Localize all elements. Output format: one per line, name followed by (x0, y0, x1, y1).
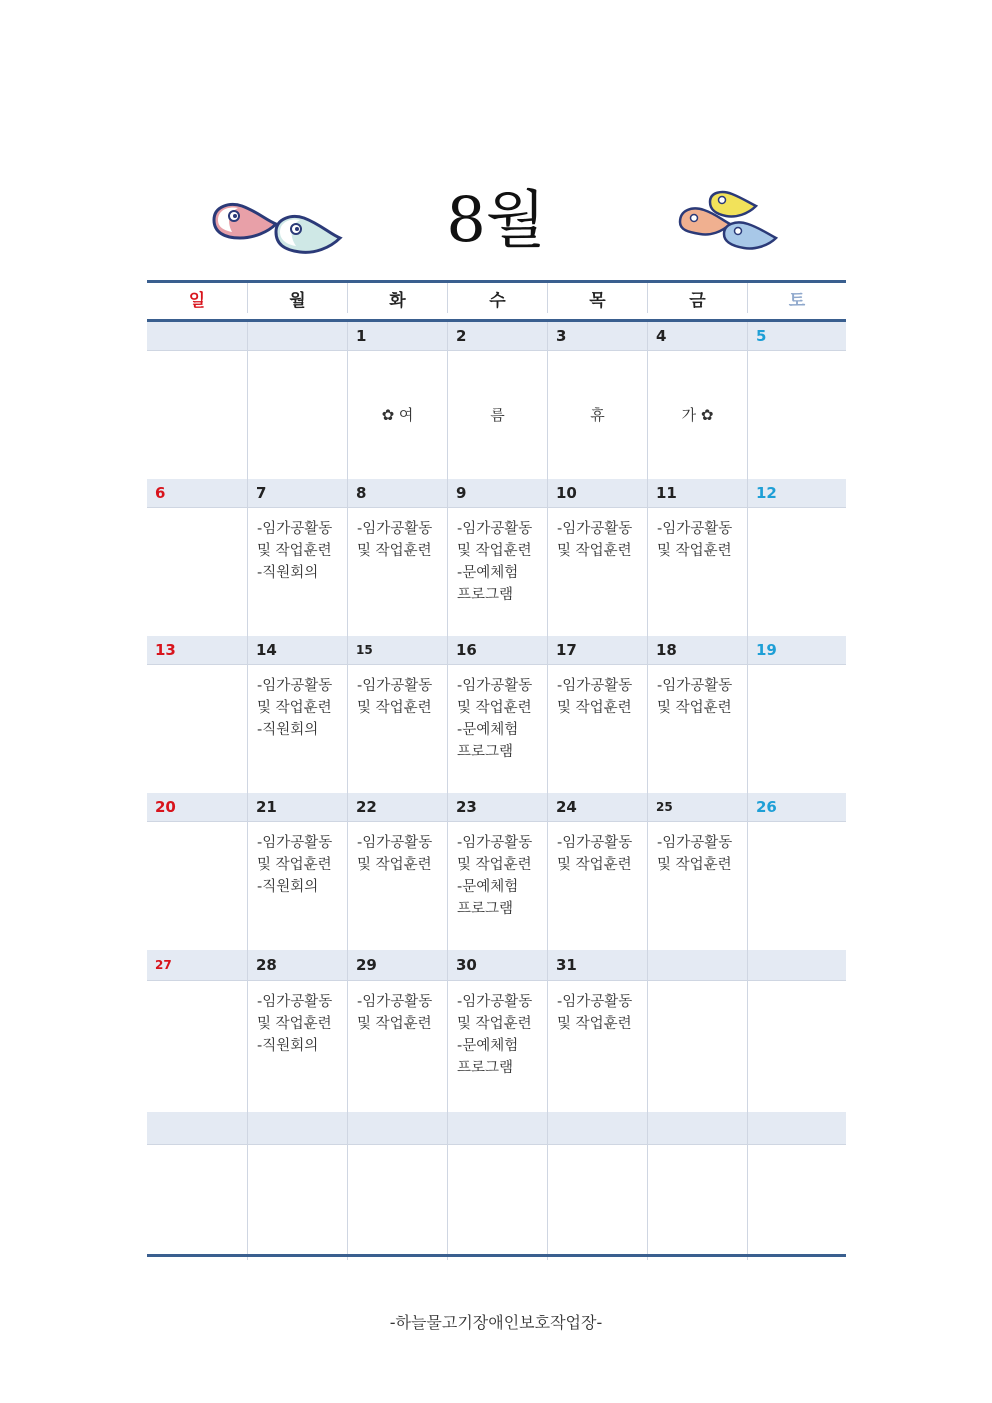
event-cell (647, 981, 747, 1112)
event-cell: -임가공활동 및 작업훈련 -문예체험 프로그램 (447, 508, 547, 636)
event-row (147, 351, 846, 479)
event-cell (747, 351, 846, 479)
date-cell (747, 1112, 846, 1145)
event-cell (147, 508, 247, 636)
event-cell (347, 351, 447, 479)
date-cell: 21 (247, 793, 347, 822)
event-row (147, 665, 846, 793)
date-cell: 19 (747, 636, 846, 665)
event-cell (747, 508, 846, 636)
fish-pair-left-icon (210, 198, 345, 258)
date-cell: 30 (447, 950, 547, 981)
event-cell (247, 1145, 347, 1260)
event-cell: -임가공활동 및 작업훈련 (347, 508, 447, 636)
date-cell: 5 (747, 322, 846, 351)
event-cell: -임가공활동 및 작업훈련 -직원회의 (247, 508, 347, 636)
vacation-text: 휴 (590, 406, 605, 424)
event-row (147, 822, 846, 950)
date-cell: 16 (447, 636, 547, 665)
event-cell (747, 981, 846, 1112)
event-cell (647, 1145, 747, 1260)
event-cell (447, 1145, 547, 1260)
event-cell: -임가공활동 및 작업훈련 -직원회의 (247, 822, 347, 950)
event-cell (247, 351, 347, 479)
event-row (147, 981, 846, 1112)
event-cell (447, 351, 547, 479)
date-cell (147, 322, 247, 351)
date-cell: 22 (347, 793, 447, 822)
vacation-text: 름 (490, 406, 505, 424)
event-cell (347, 1145, 447, 1260)
weekday-header: 월 (247, 283, 347, 313)
date-cell: 6 (147, 479, 247, 508)
date-cell (247, 1112, 347, 1145)
weekday-header: 목 (547, 283, 647, 313)
event-cell (747, 822, 846, 950)
event-cell (147, 665, 247, 793)
date-cell: 1 (347, 322, 447, 351)
event-cell (747, 1145, 846, 1260)
date-cell: 24 (547, 793, 647, 822)
event-cell: -임가공활동 및 작업훈련 -문예체험 프로그램 (447, 981, 547, 1112)
date-cell (647, 950, 747, 981)
date-row (147, 793, 846, 822)
event-cell (147, 822, 247, 950)
vacation-text: ✿ 여 (381, 406, 414, 424)
weekday-header: 화 (347, 283, 447, 313)
weekday-header: 토 (747, 283, 846, 313)
date-cell: 27 (147, 950, 247, 981)
date-cell: 4 (647, 322, 747, 351)
event-cell: -임가공활동 및 작업훈련 -문예체험 프로그램 (447, 822, 547, 950)
weekday-header-row (147, 280, 846, 322)
event-cell: -임가공활동 및 작업훈련 -직원회의 (247, 981, 347, 1112)
event-cell: -임가공활동 및 작업훈련 (347, 981, 447, 1112)
date-cell: 10 (547, 479, 647, 508)
date-cell: 26 (747, 793, 846, 822)
date-cell: 13 (147, 636, 247, 665)
event-cell: -임가공활동 및 작업훈련 (547, 508, 647, 636)
event-cell (547, 351, 647, 479)
date-cell: 28 (247, 950, 347, 981)
date-cell: 3 (547, 322, 647, 351)
date-cell: 8 (347, 479, 447, 508)
weekday-header: 금 (647, 283, 747, 313)
date-cell: 7 (247, 479, 347, 508)
event-cell (547, 1145, 647, 1260)
date-cell: 23 (447, 793, 547, 822)
weekday-header: 일 (188, 290, 206, 311)
date-cell: 18 (647, 636, 747, 665)
date-row (147, 636, 846, 665)
date-cell (547, 1112, 647, 1145)
event-cell: -임가공활동 및 작업훈련 (647, 822, 747, 950)
date-cell (647, 1112, 747, 1145)
event-cell (147, 981, 247, 1112)
event-cell (647, 351, 747, 479)
event-cell (147, 351, 247, 479)
event-cell: -임가공활동 및 작업훈련 (547, 665, 647, 793)
date-cell: 29 (347, 950, 447, 981)
calendar-grid (147, 280, 846, 1260)
fish-trio-right-icon (676, 188, 778, 254)
vacation-text: 가 ✿ (681, 406, 714, 424)
event-cell: -임가공활동 및 작업훈련 (547, 822, 647, 950)
date-cell: 2 (447, 322, 547, 351)
event-cell: -임가공활동 및 작업훈련 -문예체험 프로그램 (447, 665, 547, 793)
month-title: 8월 (446, 183, 546, 256)
date-cell: 11 (647, 479, 747, 508)
date-cell: 9 (447, 479, 547, 508)
date-row (147, 322, 846, 351)
date-cell: 12 (747, 479, 846, 508)
event-cell: -임가공활동 및 작업훈련 (347, 822, 447, 950)
event-row (147, 1145, 846, 1260)
event-cell: -임가공활동 및 작업훈련 (647, 665, 747, 793)
event-cell: -임가공활동 및 작업훈련 (647, 508, 747, 636)
event-cell: -임가공활동 및 작업훈련 (347, 665, 447, 793)
date-cell (747, 950, 846, 981)
date-cell (147, 1112, 247, 1145)
date-row (147, 479, 846, 508)
date-cell: 20 (147, 793, 247, 822)
date-cell: 14 (247, 636, 347, 665)
event-cell: -임가공활동 및 작업훈련 -직원회의 (247, 665, 347, 793)
event-cell: -임가공활동 및 작업훈련 (547, 981, 647, 1112)
weekday-header: 수 (447, 283, 547, 313)
date-row (147, 950, 846, 981)
event-row (147, 508, 846, 636)
date-cell: 15 (347, 636, 447, 665)
event-cell (147, 1145, 247, 1260)
date-cell (347, 1112, 447, 1145)
date-cell: 17 (547, 636, 647, 665)
organization-footer: -하늘물고기장애인보호작업장- (389, 1313, 603, 1332)
date-cell: 31 (547, 950, 647, 981)
date-row (147, 1112, 846, 1145)
calendar-bottom-rule (147, 1254, 846, 1257)
date-cell (247, 322, 347, 351)
date-cell: 25 (647, 793, 747, 822)
event-cell (747, 665, 846, 793)
date-cell (447, 1112, 547, 1145)
